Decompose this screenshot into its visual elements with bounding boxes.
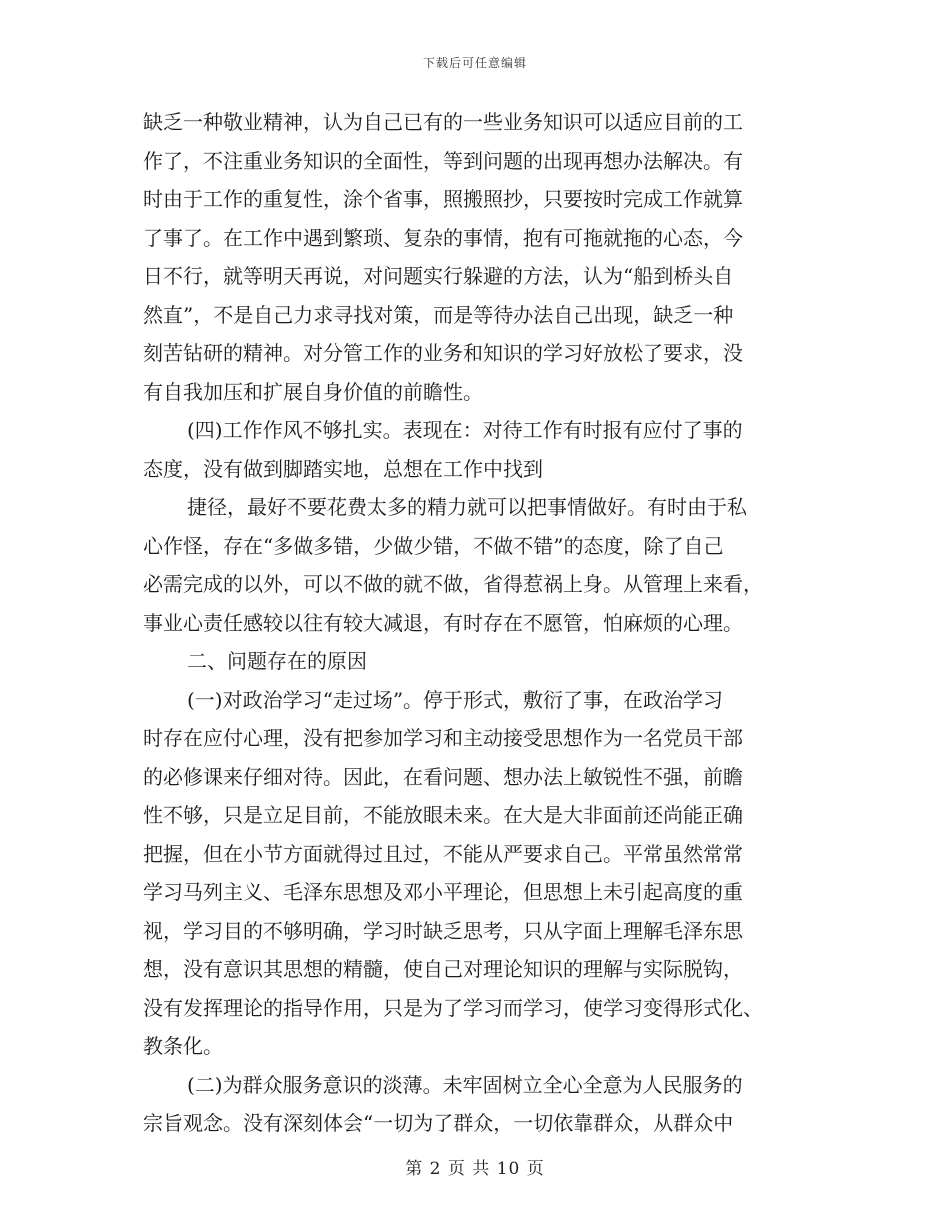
- text-line: 视，学习目的不够明确，学习时缺乏思考，只从字面上理解毛泽东思: [143, 918, 743, 943]
- text-line: 必需完成的以外，可以不做的就不做，省得惹祸上身。从管理上来看，: [143, 572, 763, 596]
- text-line: 态度，没有做到脚踏实地，总想在工作中找到: [143, 456, 543, 481]
- text-line: 时存在应付心理，没有把参加学习和主动接受思想作为一名党员干部: [143, 726, 743, 750]
- text-line: 然直”，不是自己力求寻找对策，而是等待办法自己出现，缺乏一种: [143, 302, 734, 327]
- section-heading-line: (一)对政治学习“走过场”。停于形式，敷衍了事，在政治学习: [187, 687, 724, 712]
- text-line: 日不行，就等明天再说，对问题实行躲避的方法，认为“船到桥头自: [143, 264, 734, 288]
- text-line: 学习马列主义、毛泽东思想及邓小平理论，但思想上未引起高度的重: [143, 880, 743, 904]
- document-body: [143, 103, 813, 1143]
- section-heading-line: (二)为群众服务意识的淡薄。未牢固树立全心全意为人民服务的: [187, 1072, 743, 1097]
- page-header: 下载后可任意编辑: [422, 56, 527, 70]
- text-line: 作了，不注重业务知识的全面性，等到问题的出现再想办法解决。有: [143, 148, 743, 173]
- text-line: 性不够，只是立足目前，不能放眼未来。在大是大非面前还尚能正确: [143, 803, 743, 827]
- section-heading-line: (四)工作作风不够扎实。表现在：对待工作有时报有应付了事的: [187, 418, 743, 442]
- text-line: 刻苦钻研的精神。对分管工作的业务和知识的学习好放松了要求，没: [143, 341, 743, 365]
- text-line: 有自我加压和扩展自身价值的前瞻性。: [143, 379, 483, 404]
- text-line: 把握，但在小节方面就得过且过，不能从严要求自己。平常虽然常常: [143, 841, 743, 866]
- text-line: 教条化。: [143, 1034, 223, 1058]
- text-line: 心作怪，存在“多做多错，少做少错，不做不错”的态度，除了自己: [143, 533, 724, 558]
- text-line: 没有发挥理论的指导作用，只是为了学习而学习，使学习变得形式化、: [143, 995, 763, 1020]
- text-line: 时由于工作的重复性，涂个省事，照搬照抄，只要按时完成工作就算: [143, 187, 743, 211]
- section-heading-line: 二、问题存在的原因: [187, 649, 367, 673]
- text-line: 缺乏一种敬业精神，认为自己已有的一些业务知识可以适应目前的工: [143, 110, 743, 134]
- text-line: 了事了。在工作中遇到繁琐、复杂的事情，抱有可拖就拖的心态，今: [143, 225, 743, 250]
- page-number-footer: 第 2 页 共 10 页: [405, 1159, 545, 1179]
- text-line: 想，没有意识其思想的精髓，使自己对理论知识的理解与实际脱钩，: [143, 957, 743, 981]
- text-line: 事业心责任感较以往有较大减退，有时存在不愿管，怕麻烦的心理。: [143, 610, 743, 635]
- text-line: 宗旨观念。没有深刻体会“一切为了群众，一切依靠群众，从群众中: [143, 1111, 734, 1135]
- text-line: 的必修课来仔细对待。因此，在看问题、想办法上敏锐性不强，前瞻: [143, 764, 743, 789]
- text-line: 捷径，最好不要花费太多的精力就可以把事情做好。有时由于私: [187, 495, 747, 519]
